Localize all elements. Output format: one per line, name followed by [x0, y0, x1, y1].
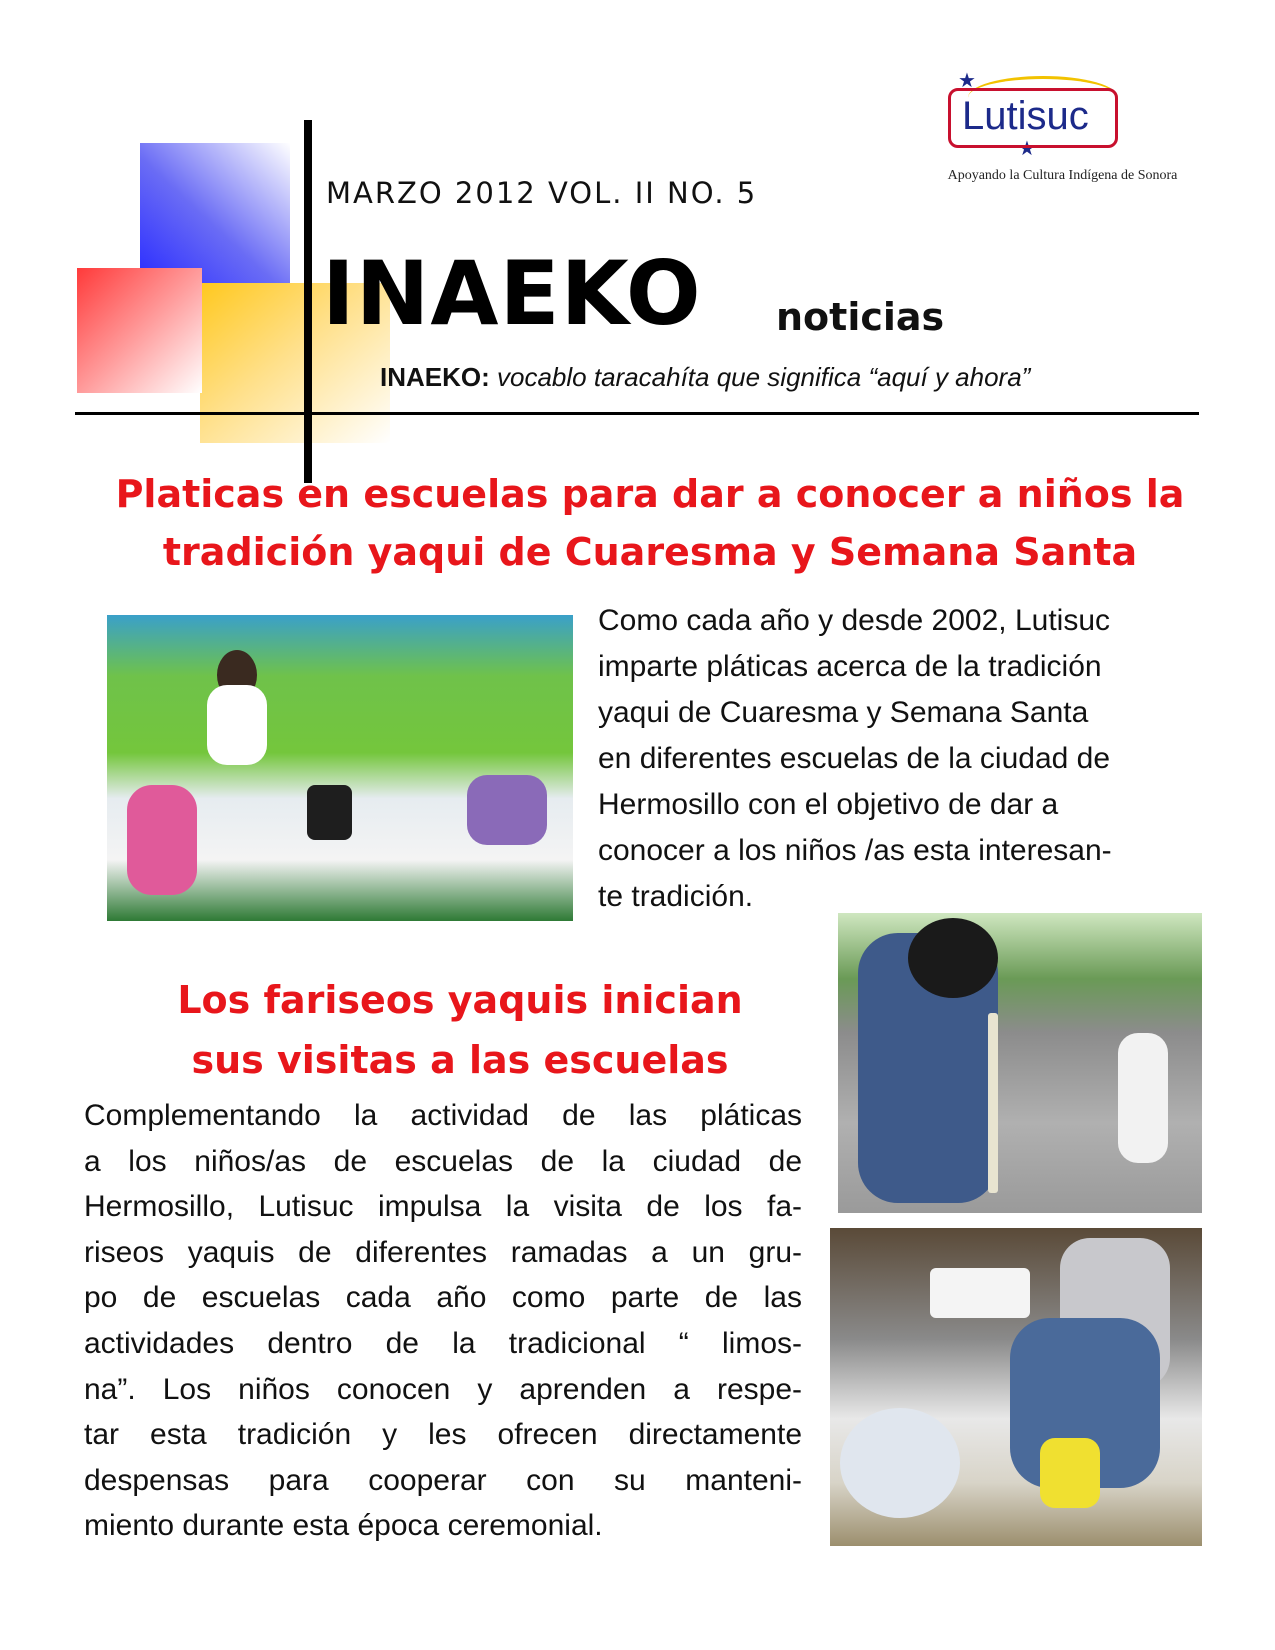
decorative-blue-square	[140, 143, 290, 283]
photo-detail	[1040, 1438, 1100, 1508]
article2-headline	[80, 970, 840, 1090]
headline-line: Los fariseos yaquis inician	[177, 978, 743, 1022]
logo-subtitle: Apoyando la Cultura Indígena de Sonora	[947, 168, 1178, 183]
logo-name: Lutisuc	[962, 94, 1089, 138]
text-line: imparte pláticas acerca de la tradición	[598, 650, 1102, 683]
classroom-photo	[107, 615, 573, 921]
photo-detail	[908, 918, 998, 998]
article2-body	[84, 1093, 802, 1549]
text-line: miento durante esta época ceremonial.	[84, 1509, 603, 1543]
text-line: te tradición.	[598, 880, 754, 913]
text-line: tar esta tradición y les ofrecen directamente	[84, 1418, 802, 1452]
masthead-suffix: noticias	[776, 295, 945, 339]
vertical-rule	[304, 120, 312, 483]
decorative-red-square	[77, 268, 202, 393]
text-line: en diferentes escuelas de la ciudad de	[598, 742, 1111, 775]
text-line: Como cada año y desde 2002, Lutisuc	[598, 604, 1111, 637]
masthead-title: INAEKO	[322, 242, 702, 345]
fariseo-street-photo	[838, 913, 1202, 1213]
horizontal-rule	[75, 412, 1199, 415]
text-line: Hermosillo con el objetivo de dar a	[598, 788, 1059, 821]
text-line: Hermosillo, Lutisuc impulsa la visita de los fa-	[84, 1190, 802, 1224]
text-line: a los niños/as de escuelas de la ciudad de	[84, 1144, 802, 1178]
tagline-term: INAEKO:	[380, 362, 490, 392]
headline-line: sus visitas a las escuelas	[191, 1038, 729, 1082]
photo-detail	[307, 785, 352, 840]
donations-photo	[830, 1228, 1202, 1546]
article1-body	[598, 598, 1218, 920]
star-icon: ★	[1018, 136, 1036, 160]
star-icon: ★	[958, 68, 976, 92]
lutisuc-logo	[940, 68, 1185, 188]
photo-detail	[930, 1268, 1030, 1318]
text-line: despensas para cooperar con su manteni-	[84, 1463, 802, 1497]
photo-detail	[467, 775, 547, 845]
text-line: riseos yaquis de diferentes ramadas a un gru-	[84, 1235, 802, 1269]
photo-detail	[840, 1408, 960, 1518]
text-line: yaqui de Cuaresma y Semana Santa	[598, 696, 1089, 729]
tagline-definition: vocablo taracahíta que significa “aquí y ahora”	[489, 362, 1031, 392]
text-line: Complementando la actividad de las pláticas	[84, 1099, 802, 1132]
tagline	[380, 362, 1030, 393]
article1-headline	[60, 465, 1240, 581]
photo-detail	[127, 785, 197, 895]
headline-line: tradición yaqui de Cuaresma y Semana Santa	[162, 530, 1138, 574]
photo-detail	[207, 685, 267, 765]
text-line: conocer a los niños /as esta interesan-	[598, 834, 1112, 867]
text-line: po de escuelas cada año como parte de las	[84, 1281, 802, 1315]
headline-line: Platicas en escuelas para dar a conocer a niños la	[115, 472, 1185, 516]
text-line: actividades dentro de la tradicional “ limos-	[84, 1326, 802, 1360]
issue-info: MARZO 2012 VOL. II NO. 5	[326, 176, 758, 210]
text-line: na”. Los niños conocen y aprenden a respe-	[84, 1372, 802, 1406]
photo-detail	[988, 1013, 998, 1193]
photo-detail	[1118, 1033, 1168, 1163]
